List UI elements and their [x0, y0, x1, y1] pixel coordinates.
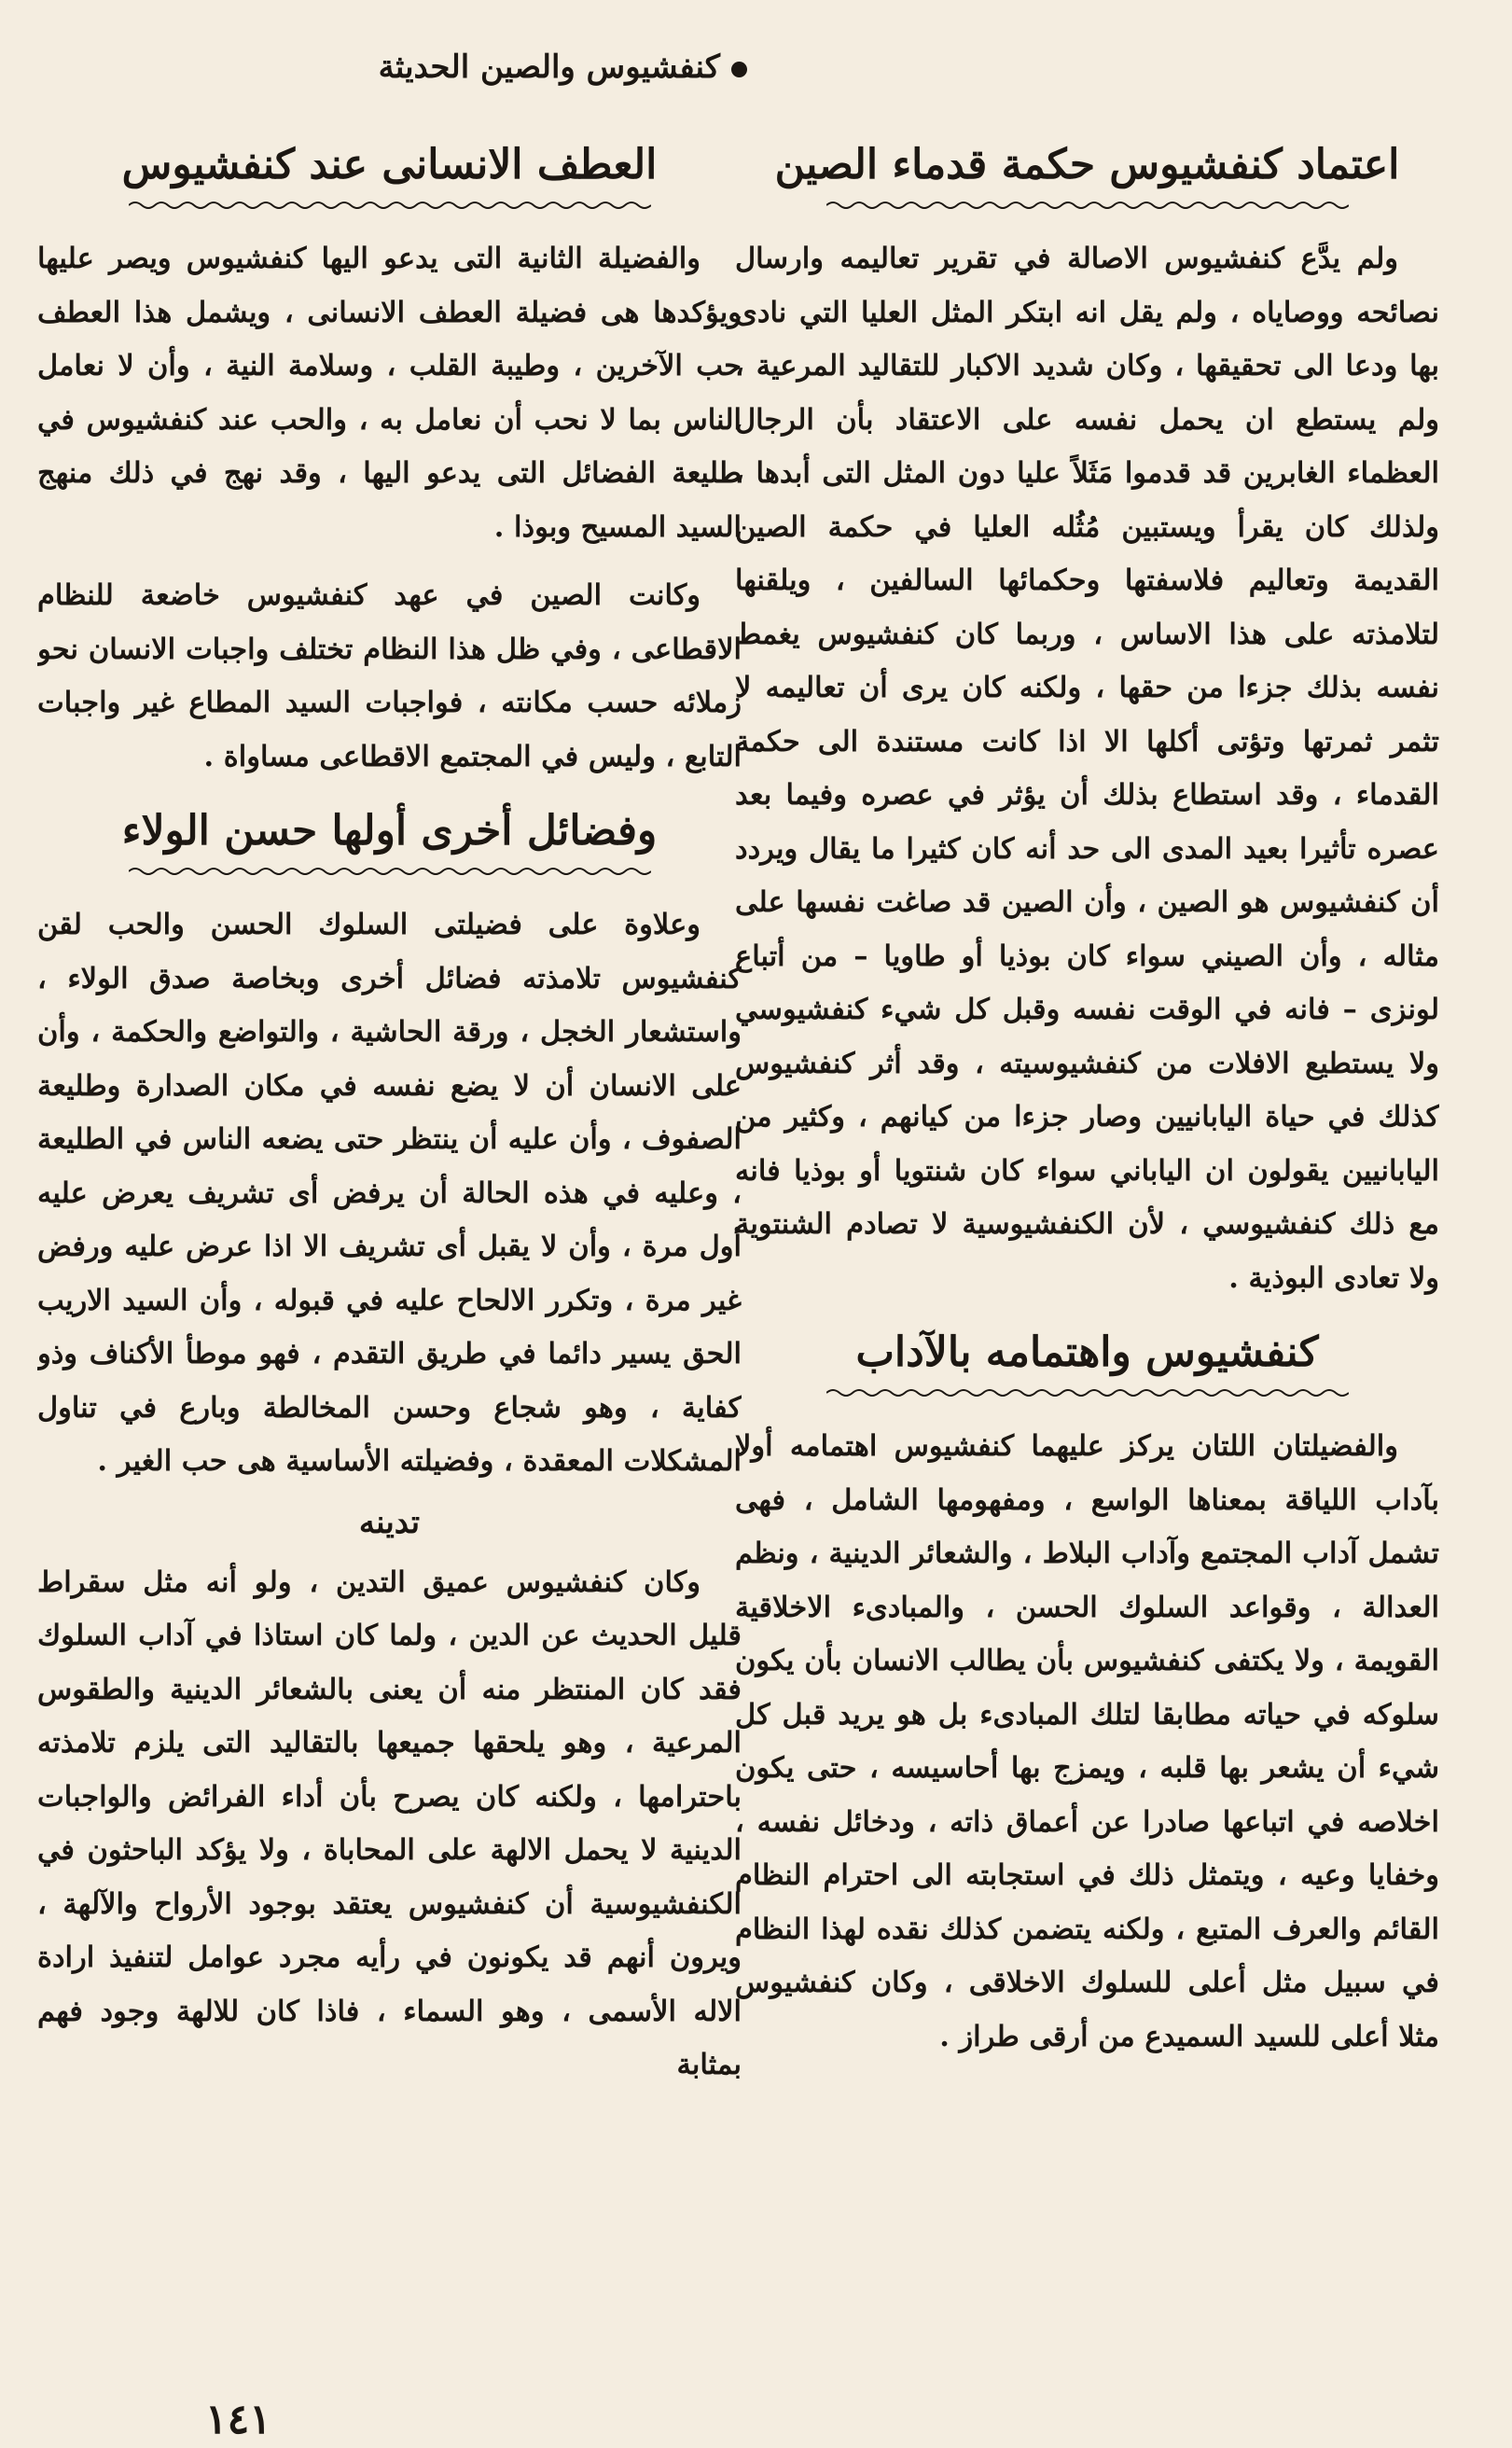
paragraph: وكان كنفشيوس عميق التدين ، ولو أنه مثل سقراط قليل الحديث عن الدين ، ولما كان استاذا في آداب السلوك فقد كان المنتظر منه أن يعنى بالشعائر الدينية والطقوس المرعية ، وهو يلحقها جميعها بالتقاليد التى يلزم تلامذته باحترامها ، ولكنه كان يصرح بأن أداء الفرائض والواجبات الدينية لا يحمل الالهة على المحاباة ، ولا يؤكد الباحثون في الكنفشيوسية أن كنفشيوس يعتقد بوجود الأرواح والآلهة ، ويرون أنهم قد يكونون في رأيه مجرد عوامل لتنفيذ ارادة الاله الأسمى ، وهو السماء ، فاذا كان للالهة وجود فهم بمثابة — [37, 1565, 742, 2082]
running-head-text: كنفشيوس والصين الحديثة — [378, 49, 720, 86]
paragraph: وكانت الصين في عهد كنفشيوس خاضعة للنظام الاقطاعى ، وفي ظل هذا النظام تختلف واجبات الانسان نحو زملائه حسب مكانته ، فواجبات السيد المطاع غير واجبات التابع ، وليس في المجتمع الاقطاعى مساواة . — [37, 578, 742, 773]
bullet-dot-icon — [731, 62, 747, 77]
paragraph: وعلاوة على فضيلتى السلوك الحسن والحب لقن كنفشيوس تلامذته فضائل أخرى وبخاصة صدق الولاء ، واستشعار الخجل ، ورقة الحاشية ، والتواضع والحكمة ، وأن على الانسان أن لا يضع نفسه في مكان الصدارة وطليعة الصفوف ، وأن عليه أن ينتظر حتى يضعه الناس في الطليعة ، وعليه في هذه الحالة أن يرفض أى تشريف يعرض عليه أول مرة ، وأن لا يقبل أى تشريف الا اذا عرض عليه ورفض غير مرة ، وتكرر الالحاح عليه في قبوله ، وأن السيد الاريب الحق يسير دائما في طريق التقدم ، فهو موطأ الأكناف وذو كفاية ، وهو شجاع وحسن المخالطة وبارع في تناول المشكلات المعقدة ، وفضيلته الأساسية هى حب الغير . — [37, 908, 742, 1479]
section-heading-manners: كنفشيوس واهتمامه بالآداب — [855, 1328, 1319, 1377]
wavy-underline — [129, 199, 651, 212]
wavy-underline — [826, 1386, 1349, 1399]
paragraph: والفضيلتان اللتان يركز عليهما كنفشيوس اهتمامه أولا بآداب اللياقة بمعناها الواسع ، ومفهومها الشامل ، فهى تشمل آداب المجتمع وآداب البلاط ، والشعائر الدينية ، ونظم العدالة ، وقواعد السلوك الحسن ، والمبادىء الاخلاقية القويمة ، ولا يكتفى كنفشيوس بأن يطالب الانسان بأن يكون سلوكه في حياته مطابقا لتلك المبادىء بل هو يريد قبل كل شيء أن يشعر بها قلبه ، ويمزج بها أحاسيسه ، حتى يكون اخلاصه في اتباعها صادرا عن أعماق ذاته ، ودخائل نفسه ، وخفايا وعيه ، ويتمثل ذلك في استجابته الى احترام النظام القائم والعرف المتبع ، ولكنه يتضمن كذلك نقده لهذا النظام في سبيل مثل أعلى للسلوك الاخلاقى ، وكان كنفشيوس مثلا أعلى للسيد السميدع من أرقى طراز . — [735, 1429, 1439, 2053]
left-column — [37, 138, 742, 2358]
section-heading-loyalty: وفضائل أخرى أولها حسن الولاء — [121, 807, 658, 855]
paragraph: ولم يدَّع كنفشيوس الاصالة في تقرير تعاليمه وارسال نصائحه ووصاياه ، ولم يقل انه ابتكر المثل العليا التي نادى بها ودعا الى تحقيقها ، وكان شديد الاكبار للتقاليد المرعية ، ولم يستطع ان يحمل نفسه على الاعتقاد بأن الرجال العظماء الغابرين قد قدموا مَثَلاً عليا دون المثل التى أبدها ، ولذلك كان يقرأ ويستبين مُثُله العليا في حكمة الصين القديمة وتعاليم فلاسفتها وحكمائها السالفين ، ويلقنها لتلامذته على هذا الاساس ، وربما كان كنفشيوس يغمط نفسه بذلك جزءا من حقها ، ولكنه كان يرى أن تعاليمه لا تثمر ثمرتها وتؤتى أكلها الا اذا كانت مستندة الى حكمة القدماء ، وقد استطاع بذلك أن يؤثر في عصره وفيما بعد عصره تأثيرا بعيد المدى الى حد أنه كان كثيرا ما يقال ويردد أن كنفشيوس هو الصين ، وأن الصين قد صاغت نفسها على مثاله ، وأن الصيني سواء كان بوذيا أو طاويا – من أتباع لونزى – فانه في الوقت نفسه وقبل كل شيء كنفشيوسي ولا يستطيع الافلات من كنفشيوسيته ، وقد أثر كنفشيوس كذلك في حياة اليابانيين وصار جزءا من كيانهم ، وكثير من اليابانيين يقولون ان الياباني سواء كان شنتويا أو بوذيا فانه مع ذلك كنفشيوسي ، لأن الكنفشيوسية لا تصادم الشنتوية ولا تعادى البوذية . — [735, 242, 1439, 1295]
section-heading-wisdom-of-ancients: اعتماد كنفشيوس حكمة قدماء الصين — [774, 141, 1400, 188]
wavy-underline — [826, 199, 1349, 212]
running-head — [281, 49, 747, 86]
paragraph: والفضيلة الثانية التى يدعو اليها كنفشيوس ويصر عليها ويؤكدها هى فضيلة العطف الانسانى ، ويشمل هذا العطف حب الآخرين ، وطيبة القلب ، وسلامة النية ، وأن لا نعامل الناس بما لا نحب أن نعامل به ، والحب عند كنفشيوس في طليعة الفضائل التى يدعو اليها ، وقد نهج في ذلك منهج السيد المسيح وبوذا . — [37, 242, 742, 544]
right-column — [735, 138, 1439, 2358]
section-heading-humane-kindness: العطف الانسانى عند كنفشيوس — [121, 141, 658, 188]
subheading-religiosity: تدينه — [358, 1503, 421, 1541]
wavy-underline — [129, 865, 651, 878]
page-number: ١٤١ — [205, 2396, 271, 2443]
